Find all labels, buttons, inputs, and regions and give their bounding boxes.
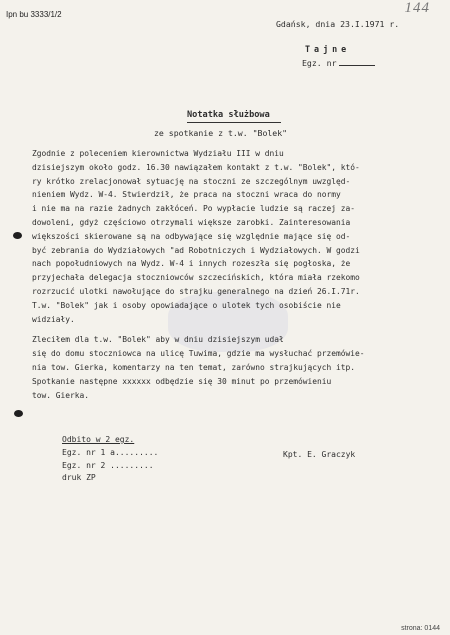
body-line: dowoleni, gdyż częściowo otrzymali większe zarobki. Zainteresowania — [32, 217, 351, 227]
distribution-list — [62, 434, 158, 485]
distribution-line: druk ZP — [62, 473, 96, 483]
body-line: tow. Gierka. — [32, 390, 90, 400]
body-text — [32, 147, 437, 402]
body-line: przyjechała delegacja stoczniowców szczecińskich, która miała rzekomo — [32, 273, 360, 283]
body-line: nia tow. Gierka, komentarzy na ten temat, zarówno strajkujących itp. — [32, 362, 356, 372]
body-line: dzisiejszym około godz. 16.30 nawiązałem kontakt z t.w. "Bolek", któ- — [32, 162, 360, 172]
body-line: być zebrania do Wydziałowych "ad Robotniczych i Wydziałowych. W godzi — [32, 245, 360, 255]
archive-stamp: Ipn bu 3333/1/2 — [6, 10, 62, 19]
body-line: Spotkanie następne xxxxxx odbędzie się 30 minut po przemówieniu — [32, 376, 332, 386]
body-line: nieniem Wydz. W-4. Stwierdził, że praca na stoczni wraca do normy — [32, 190, 341, 200]
copy-number — [302, 58, 375, 68]
body-line: Zleciłem dla t.w. "Bolek" aby w dniu dzisiejszym udał — [32, 335, 284, 345]
body-line: większości skierowane są na odbywające się względnie mające się od- — [32, 231, 351, 241]
body-line: i nie ma na razie żadnych zakłóceń. Po wypłacie ludzie są raczej za- — [32, 204, 356, 214]
copy-number-label: Egz. nr — [302, 58, 337, 68]
body-line: Zgodnie z poleceniem kierownictwa Wydziału III w dniu — [32, 149, 284, 158]
document-title: Notatka służbowa — [187, 110, 270, 120]
distribution-heading: Odbito w 2 egz. — [62, 435, 135, 444]
body-line: się do domu stoczniowca na ulicę Tuwima, gdzie ma wysłuchać przemówie- — [32, 349, 365, 359]
place-date: Gdańsk, dnia 23.I.1971 r. — [276, 19, 400, 29]
document-subtitle: ze spotkanie z t.w. "Bolek" — [154, 128, 288, 138]
page-footer: strona: 0144 — [401, 625, 440, 632]
punch-hole — [13, 232, 22, 239]
body-line: widziały. — [32, 314, 75, 324]
body-line: nach popołudniowych na Wydz. W-4 i innych rozeszła się pogłoska, że — [32, 259, 351, 269]
paragraph-gap — [32, 326, 437, 333]
body-line: rozrzucić ulotki nawołujące do strajku generalnego na dzień 26.I.71r. — [32, 286, 360, 296]
distribution-line: Egz. nr 1 a......... — [62, 447, 159, 457]
copy-number-blank — [339, 59, 375, 66]
distribution-line: Egz. nr 2 ......... — [62, 460, 154, 470]
punch-hole — [14, 410, 23, 417]
body-line: T.w. "Bolek" jak i osoby opowiadające o ulotek tych osobiście nie — [32, 300, 341, 310]
body-line: ry krótko zrelacjonował sytuację na stoczni ze szczególnym uwzględ- — [32, 176, 351, 186]
signature: Kpt. E. Graczyk — [283, 450, 356, 459]
handwritten-page-number: 144 — [404, 0, 430, 16]
title-underline — [187, 122, 281, 123]
classification: Tajne — [305, 44, 351, 54]
